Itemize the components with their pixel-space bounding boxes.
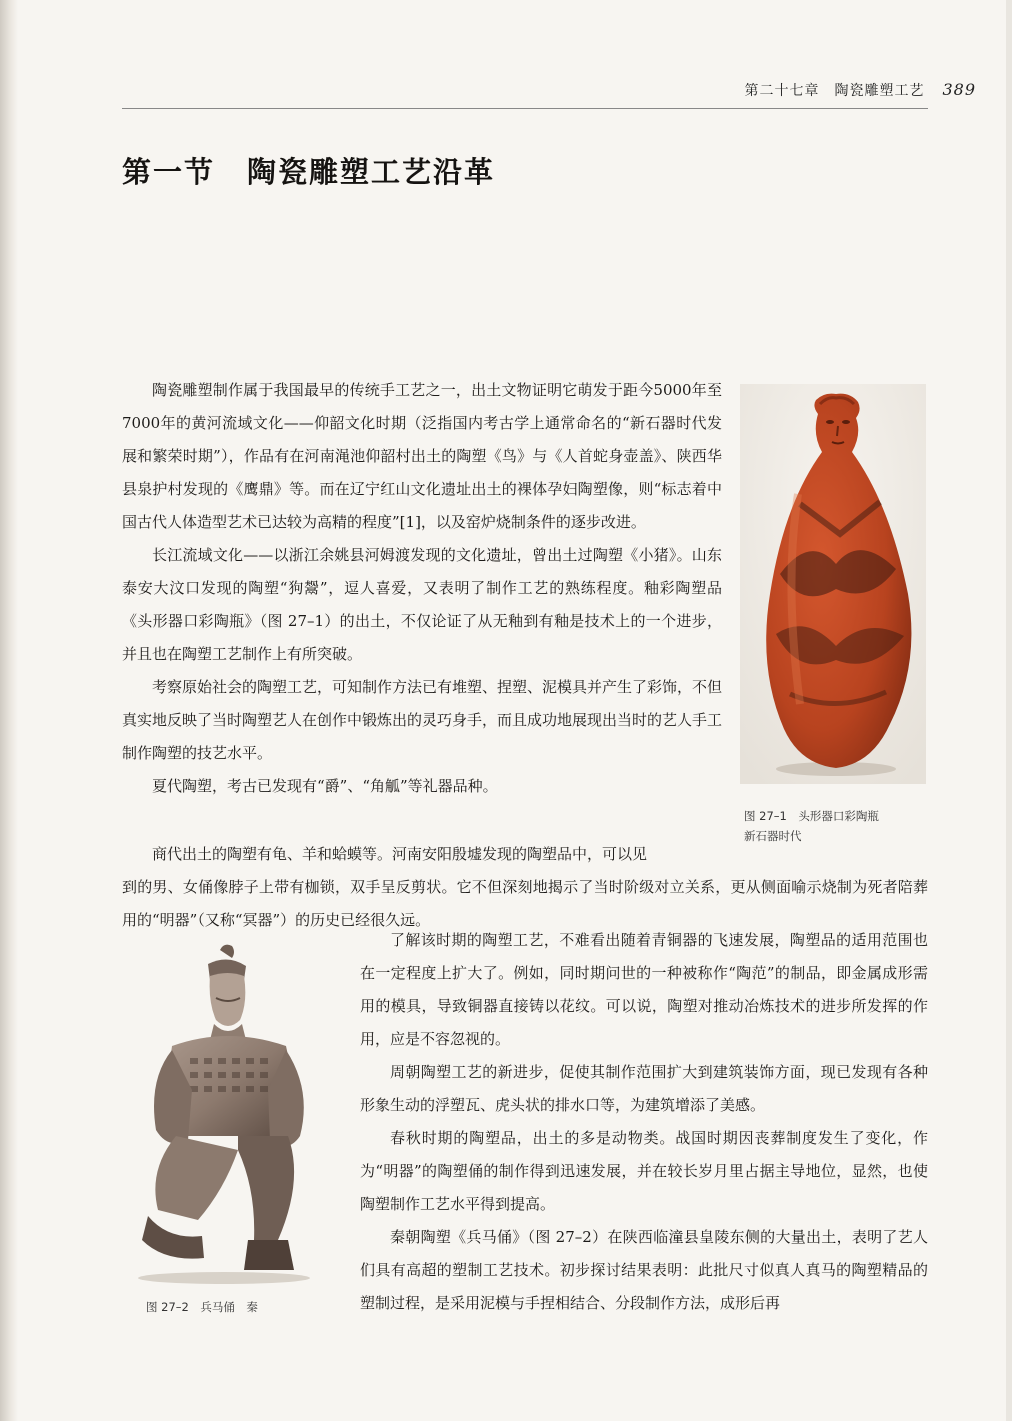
paragraph: 考察原始社会的陶塑工艺，可知制作方法已有堆塑、捏塑、泥模具并产生了彩饰，不但真实地反映了当时陶塑艺人在创作中锻炼出的灵巧身手，而且成功地展现出当时的艺人手工制作陶塑的技艺水平。 [122,678,723,762]
terracotta-warrior-image [128,940,336,1290]
paragraph: 周朝陶塑工艺的新进步，促使其制作范围扩大到建筑装饰方面，现已发现有各种形象生动的浮塑瓦、虎头状的排水口等，为建筑增添了美感。 [360,1063,928,1114]
pottery-bottle-image [740,384,926,784]
paragraph: 长江流域文化——以浙江余姚县河姆渡发现的文化遗址，曾出土过陶塑《小猪》。山东泰安大汶口发现的陶塑“狗鬶”，逗人喜爱，又表明了制作工艺的熟练程度。釉彩陶塑品《头形器口彩陶瓶》（图 27–1）的出土，不仅论证了从无釉到有釉是技术上的一个进步，并且也在陶塑工艺制作上有所突破。 [122,546,722,663]
paragraph-line: 商代出土的陶塑有龟、羊和蛤蟆等。河南安阳殷墟发现的陶塑品中，可以见 [152,845,648,863]
scan-edge [1006,0,1012,1421]
running-header [600,80,976,102]
figure-2-caption: 图 27–2 兵马俑 秦 [146,1300,258,1314]
chapter-title: 第二十七章 陶瓷雕塑工艺 [744,83,925,99]
section-title [122,150,495,191]
figure-terracotta-warrior [128,940,336,1290]
paragraph: 秦朝陶塑《兵马俑》（图 27–2）在陕西临潼县皇陵东侧的大量出土，表明了艺人们具有高超的塑制工艺技术。初步探讨结果表明：此批尺寸似真人真马的陶塑精品的塑制过程，是采用泥模与手捏相结合、分段制作方法，成形后再 [360,1228,928,1312]
body-text-bottom [360,924,928,1320]
body-text-top [122,374,722,803]
section-number: 第一节 [122,155,216,189]
paragraph: 夏代陶塑，考古已发现有“爵”、“角觚”等礼器品种。 [152,777,498,795]
header-rule [122,108,928,109]
figure-1-caption-title: 图 27–1 头形器口彩陶瓶 [744,809,879,823]
body-text-middle [122,838,928,937]
paragraph: 陶瓷雕塑制作属于我国最早的传统手工艺之一，出土文物证明它萌发于距今5000年至7000年的黄河流域文化——仰韶文化时期（泛指国内考古学上通常命名的“新石器时代发展和繁荣时期”），作品有在河南渑池仰韶村出土的陶塑《鸟》与《人首蛇身壶盖》、陕西华县泉护村发现的《鹰鼎》等。而在辽宁红山文化遗址出土的裸体孕妇陶塑像，则“标志着中国古代人体造型艺术已达较为高精的程度”[1]，以及窑炉烧制条件的逐步改进。 [122,381,722,531]
page-number: 389 [942,80,976,99]
paragraph: 春秋时期的陶塑品，出土的多是动物类。战国时期因丧葬制度发生了变化，作为“明器”的陶塑俑的制作得到迅速发展，并在较长岁月里占据主导地位，显然，也使陶塑制作工艺水平得到提高。 [360,1129,928,1213]
paragraph: 到的男、女俑像脖子上带有枷锁，双手呈反剪状。它不但深刻地揭示了当时阶级对立关系，更从侧面喻示烧制为死者陪葬用的“明器”（又称“冥器”）的历史已经很久远。 [122,878,928,929]
page-spine-shadow [0,0,18,1421]
paragraph: 了解该时期的陶塑工艺，不难看出随着青铜器的飞速发展，陶塑品的适用范围也在一定程度上扩大了。例如，同时期问世的一种被称作“陶范”的制品，即金属成形需用的模具，导致铜器直接铸以花纹。可以说，陶塑对推动冶炼技术的进步所发挥的作用，应是不容忽视的。 [360,931,928,1048]
figure-1-caption-period: 新石器时代 [744,829,802,843]
figure-pottery-bottle [740,384,926,784]
section-heading: 陶瓷雕塑工艺沿革 [247,155,496,189]
